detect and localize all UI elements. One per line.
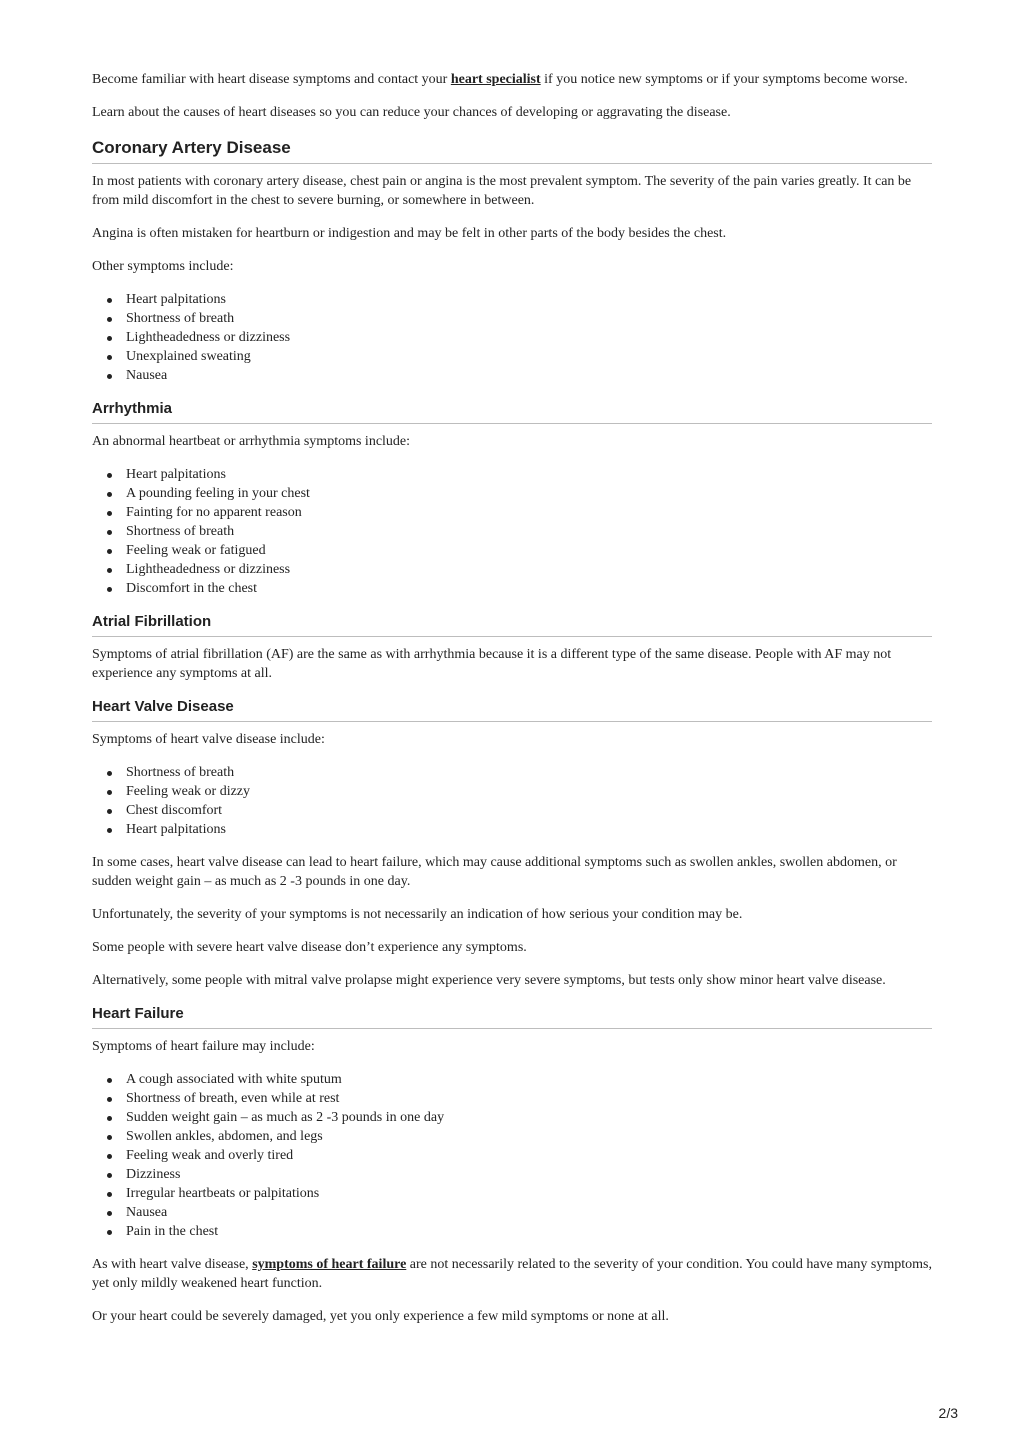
list-item: Lightheadedness or dizziness	[126, 560, 932, 579]
valve-no-symptoms-paragraph: Some people with severe heart valve disease don’t experience any symptoms.	[92, 940, 527, 955]
list-item: Lightheadedness or dizziness	[126, 328, 932, 347]
list-item: Shortness of breath	[126, 522, 932, 541]
intro-paragraph	[92, 70, 932, 89]
list-item: Heart palpitations	[126, 465, 932, 484]
list-item: Pain in the chest	[126, 1222, 932, 1241]
list-item: Feeling weak or fatigued	[126, 541, 932, 560]
document-page	[92, 70, 932, 1340]
intro-text-continued: if you notice new symptoms or if your symptoms become worse.	[540, 72, 908, 87]
failure-paragraph: Symptoms of heart failure may include:	[92, 1039, 315, 1054]
heart-failure-heading: Heart Failure	[92, 1004, 932, 1029]
list-item: Shortness of breath	[126, 309, 932, 328]
list-item: A pounding feeling in your chest	[126, 484, 932, 503]
valve-symptom-list	[92, 763, 932, 839]
cad-paragraph: In most patients with coronary artery disease, chest pain or angina is the most prevalent symptom. The severity of the pain varies greatly. It can be from mild discomfort in the chest to severe burning, or somewhere in between.	[92, 174, 912, 208]
list-item: Feeling weak or dizzy	[126, 782, 932, 801]
cad-angina-paragraph: Angina is often mistaken for heartburn or indigestion and may be felt in other parts of the body besides the chest.	[92, 226, 727, 241]
list-item: Dizziness	[126, 1165, 932, 1184]
valve-heart-failure-paragraph: In some cases, heart valve disease can lead to heart failure, which may cause additional symptoms such as swollen ankles, swollen abdomen, or sudden weight gain – as much as 2 -3 pounds in one day.	[92, 855, 897, 889]
af-paragraph: Symptoms of atrial fibrillation (AF) are the same as with arrhythmia because it is a different type of the same disease. People with AF may not experience any symptoms at all.	[92, 647, 892, 681]
list-item: Shortness of breath, even while at rest	[126, 1089, 932, 1108]
list-item: Chest discomfort	[126, 801, 932, 820]
list-item: Nausea	[126, 366, 932, 385]
intro-causes-paragraph: Learn about the causes of heart diseases so you can reduce your chances of developing or aggravating the disease.	[92, 105, 731, 120]
list-item: Discomfort in the chest	[126, 579, 932, 598]
valve-mitral-paragraph: Alternatively, some people with mitral valve prolapse might experience very severe symptoms, but tests only show minor heart valve disease.	[92, 973, 886, 988]
valve-severity-paragraph: Unfortunately, the severity of your symptoms is not necessarily an indication of how serious your condition may be.	[92, 907, 743, 922]
list-item: Swollen ankles, abdomen, and legs	[126, 1127, 932, 1146]
arrhythmia-symptom-list	[92, 465, 932, 598]
arrhythmia-heading: Arrhythmia	[92, 399, 932, 424]
failure-damage-paragraph: Or your heart could be severely damaged, yet you only experience a few mild symptoms or none at all.	[92, 1309, 669, 1324]
failure-text: As with heart valve disease,	[92, 1257, 253, 1272]
heart-specialist-link[interactable]: heart specialist	[450, 72, 541, 87]
list-item: Nausea	[126, 1203, 932, 1222]
list-item: Fainting for no apparent reason	[126, 503, 932, 522]
page-number: 2/3	[938, 1405, 958, 1421]
failure-text-continued: are not necessarily related to the severity of your condition. You could have many symptoms, yet only mildly weakened heart function.	[92, 1257, 932, 1291]
list-item: Shortness of breath	[126, 763, 932, 782]
arrhythmia-paragraph: An abnormal heartbeat or arrhythmia symptoms include:	[92, 434, 411, 449]
cad-symptom-list	[92, 290, 932, 385]
list-item: Sudden weight gain – as much as 2 -3 pounds in one day	[126, 1108, 932, 1127]
symptoms-of-heart-failure-link[interactable]: symptoms of heart failure	[252, 1257, 407, 1272]
coronary-artery-disease-heading: Coronary Artery Disease	[92, 137, 932, 164]
cad-other-symptoms-label: Other symptoms include:	[92, 259, 234, 274]
list-item: Unexplained sweating	[126, 347, 932, 366]
failure-symptom-list	[92, 1070, 932, 1241]
heart-valve-disease-heading: Heart Valve Disease	[92, 697, 932, 722]
list-item: Heart palpitations	[126, 290, 932, 309]
list-item: Heart palpitations	[126, 820, 932, 839]
valve-paragraph: Symptoms of heart valve disease include:	[92, 732, 325, 747]
list-item: Irregular heartbeats or palpitations	[126, 1184, 932, 1203]
list-item: A cough associated with white sputum	[126, 1070, 932, 1089]
atrial-fibrillation-heading: Atrial Fibrillation	[92, 612, 932, 637]
failure-severity-paragraph	[92, 1255, 932, 1293]
list-item: Feeling weak and overly tired	[126, 1146, 932, 1165]
intro-text: Become familiar with heart disease symptoms and contact your	[92, 72, 451, 87]
